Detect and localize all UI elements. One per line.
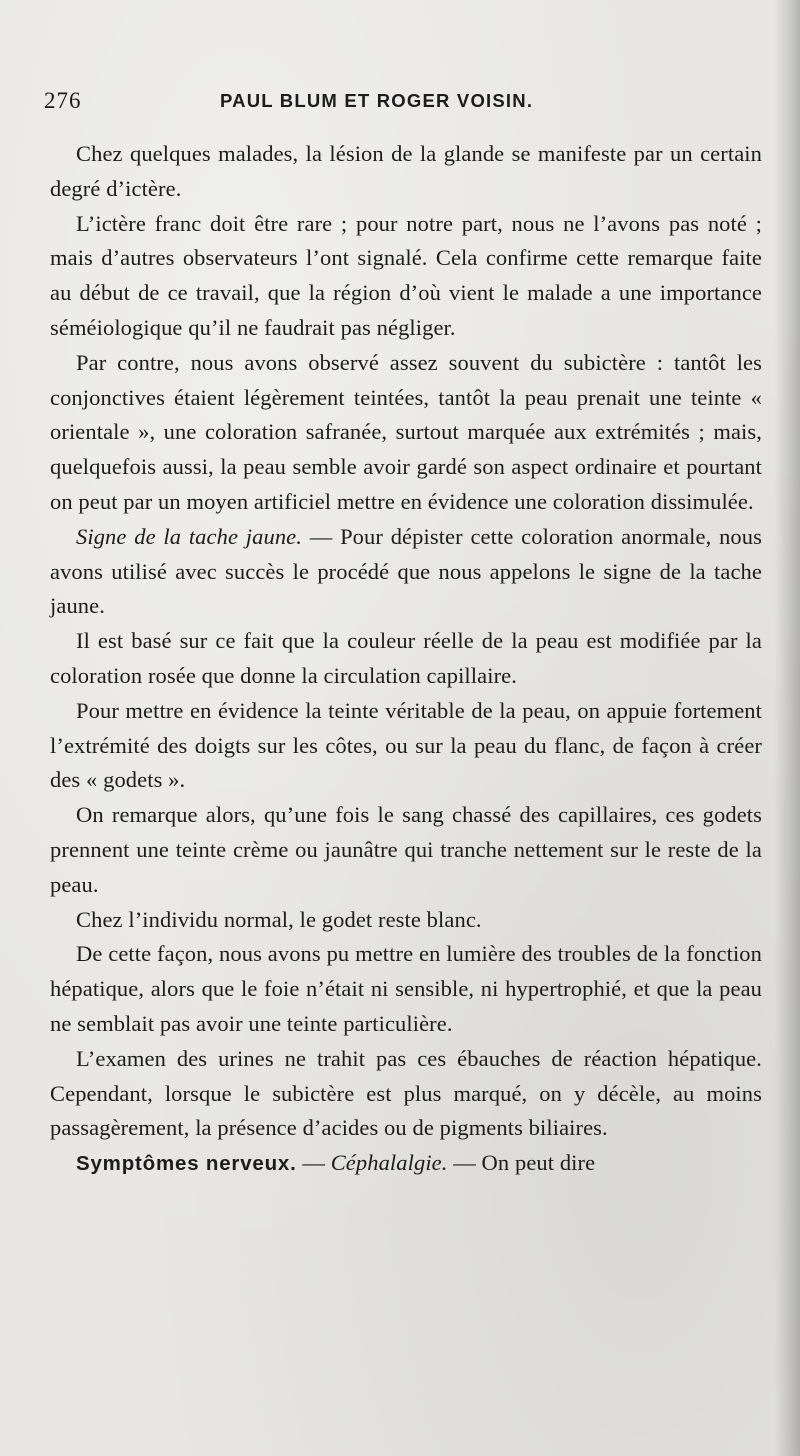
paragraph-ictere-franc: L’ictère franc doit être rare ; pour notre part, nous ne l’avons pas noté ; mais d’autres observateurs l’ont signalé. Cela confirme cette remarque faite au début de ce travail, que la région d’où vient le malade a une importance séméiologique qu’il ne faudrait pas négliger.: [50, 210, 762, 340]
paragraph-capillaires: On remarque alors, qu’une fois le sang chassé des capillaires, ces godets prennent une teinte crème ou jaunâtre qui tranche nettement sur le reste de la peau.: [50, 802, 762, 897]
paragraph-symptomes-nerveux: [50, 1146, 762, 1182]
paragraph-godets: Pour mettre en évidence la teinte véritable de la peau, on appuie fortement l’extrémité des doigts sur les côtes, ou sur la peau du flanc, de façon à créer des « godets ».: [50, 697, 762, 793]
paragraph-lesion: Chez quelques malades, la lésion de la glande se manifeste par un certain degré d’ictère.: [50, 141, 762, 201]
body-text: [50, 137, 762, 1182]
symptomes-dash: —: [296, 1150, 331, 1176]
tache-jaune-heading: Signe de la tache jaune.: [76, 523, 302, 549]
symptomes-nerveux-heading: Symptômes nerveux.: [76, 1152, 297, 1176]
paragraph-subictere: Par contre, nous avons observé assez souvent du subictère : tantôt les conjonctives étaient légèrement teintées, tantôt la peau prenait une teinte « orientale », une coloration safranée, surtout marquée aux extrémités ; mais, quelquefois aussi, la peau semble avoir gardé son aspect ordinaire et pourtant on peut par un moyen artificiel mettre en évidence une coloration dissimulée.: [50, 349, 762, 514]
page-number: 276: [44, 88, 82, 113]
paragraph-fonction-hepatique: De cette façon, nous avons pu mettre en lumière des troubles de la fonction hépatique, alors que le foie n’était ni sensible, ni hypertrophié, et que la peau ne semblait pas avoir une teinte particulière.: [50, 941, 762, 1036]
paragraph-individu-normal: Chez l’individu normal, le godet reste blanc.: [76, 906, 482, 932]
paragraph-urines: L’examen des urines ne trahit pas ces ébauches de réaction hépatique. Cependant, lorsque le subictère est plus marqué, on y décèle, au moins passagèrement, la présence d’acides ou de pigments biliaires.: [50, 1045, 762, 1141]
page-edge-shadow: [774, 0, 800, 1456]
cephalalgie-text: — On peut dire: [447, 1150, 596, 1176]
paragraph-tache-jaune: [50, 520, 762, 624]
tache-jaune-text: — Pour dépister cette coloration anormale, nous avons utilisé avec succès le procédé que nous appelons le signe de la tache jaune.: [50, 523, 762, 619]
running-head: PAUL BLUM ET ROGER VOISIN.: [220, 90, 534, 111]
paragraph-couleur-reelle: Il est basé sur ce fait que la couleur réelle de la peau est modifiée par la coloration rosée que donne la circulation capillaire.: [50, 628, 762, 688]
cephalalgie-heading: Céphalalgie.: [330, 1150, 448, 1176]
page-header: [44, 88, 764, 128]
